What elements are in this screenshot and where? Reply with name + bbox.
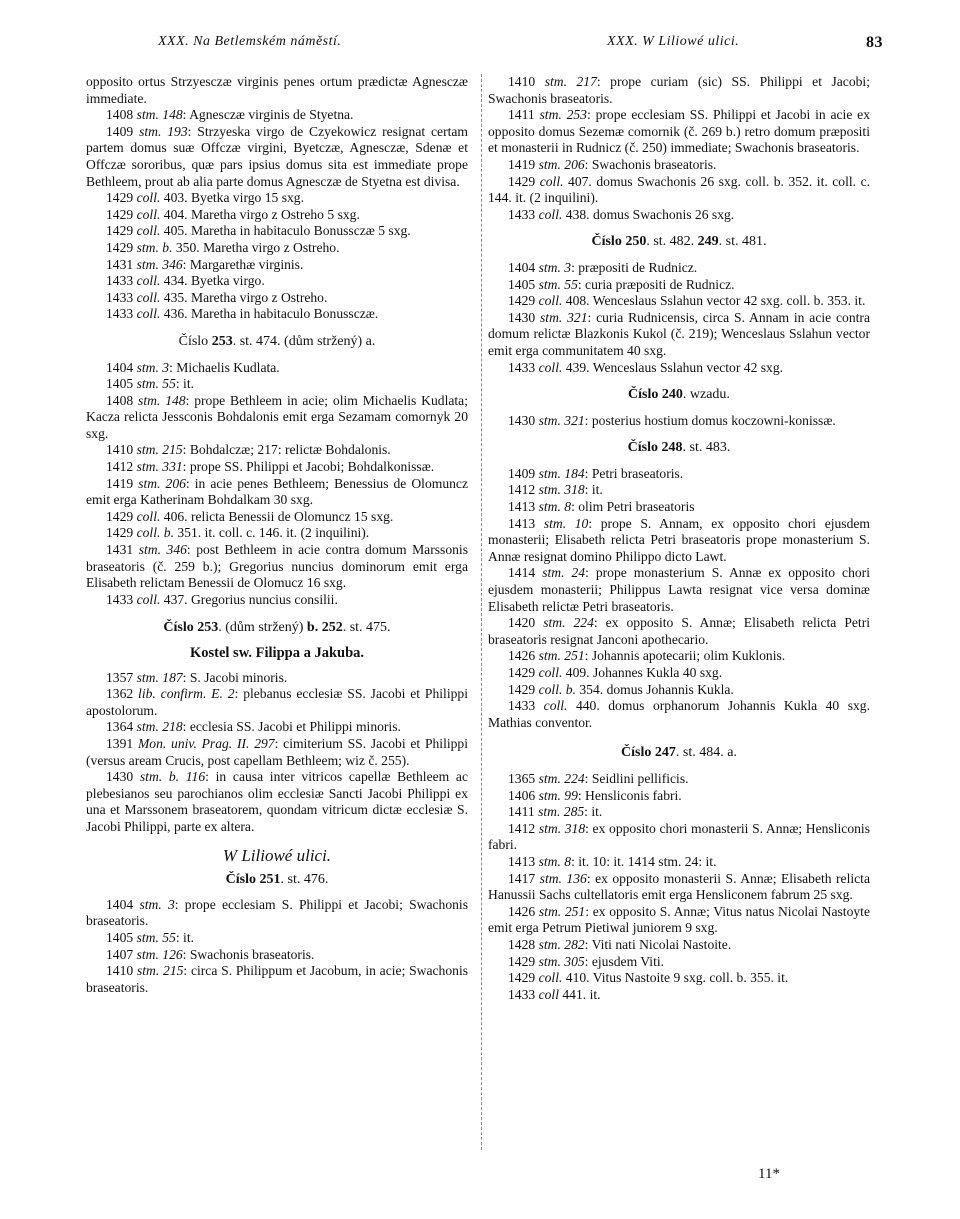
- entry-text: 350. Maretha virgo z Ostreho.: [172, 239, 340, 255]
- entry-source: stm. 321: [540, 309, 588, 325]
- entry-text: : Viti nati Nicolai Nastoite.: [584, 936, 732, 952]
- entry-text: 437. Gregorius nuncius consilii.: [160, 591, 338, 607]
- entry-year: 1429: [508, 173, 536, 189]
- entry-source: coll.: [136, 273, 161, 289]
- entry-source: stm. 126: [136, 946, 183, 962]
- entry-source: stm. 3: [139, 896, 175, 912]
- entry-text: : ex opposito chori monasterii S. Annæ; Hensliconis fabri.: [488, 820, 870, 853]
- entry-year: 1430: [508, 309, 536, 325]
- register-entry: [488, 821, 870, 854]
- entry-text: : plebanus ecclesiæ SS. Jacobi et Philippi apostolorum.: [86, 686, 468, 718]
- entry-source: stm. 215: [136, 963, 184, 979]
- heading-number: 247: [654, 745, 676, 761]
- entry-text: : prope ecclesiam S. Philippi et Jacobi; Swachonis braseatoris.: [86, 896, 468, 929]
- entry-source: stm. b.: [136, 239, 173, 255]
- entry-text: : S. Jacobi minoris.: [182, 669, 288, 685]
- entry-text: : it.: [175, 376, 195, 392]
- entry-text: : ex opposito monasterii S. Annæ; Elisabeth relicta Hanussii Sachs cultellatoris emit erga Hensliconem fabrum 25 sxg.: [488, 870, 870, 903]
- heading-cislo-253-b: [86, 620, 468, 637]
- entry-source: stm. 251: [538, 903, 586, 919]
- register-entry: [86, 190, 468, 207]
- entry-source: stm. 253: [539, 107, 587, 123]
- heading-rest: . wzadu.: [682, 387, 730, 403]
- register-entry: [488, 788, 870, 805]
- register-entry: [488, 954, 870, 971]
- running-header: [0, 34, 960, 56]
- entry-source: stm. 318: [538, 820, 586, 836]
- entry-year: 1429: [106, 525, 134, 541]
- register-entry: [488, 74, 870, 107]
- entry-source: stm. 215: [136, 442, 183, 458]
- entry-year: 1413: [508, 499, 536, 515]
- entry-text: : prope S. Annam, ex opposito chori ejusdem monasterii; Elisabeth relicta Petri braseatoris prope monasterium S. Annæ resignat domino Philippo dicto Lawt.: [488, 515, 870, 564]
- heading-mid: . (dům stržený): [218, 620, 307, 636]
- entry-source: Mon. univ. Prag. II. 297: [137, 735, 275, 751]
- heading-kostel: Kostel sw. Filippa a Jakuba.: [189, 645, 365, 661]
- register-entry: [488, 565, 870, 615]
- heading-cislo-253-a: [86, 334, 468, 351]
- heading-rest: . st. 481.: [718, 234, 767, 250]
- entry-source: stm. 55: [538, 276, 578, 292]
- register-entry: [86, 360, 468, 377]
- entry-source: stm. 148: [136, 107, 183, 123]
- entry-year: 1391: [106, 735, 134, 751]
- entry-text: : præpositi de Rudnicz.: [571, 259, 698, 275]
- register-entry: [488, 174, 870, 207]
- entry-year: 1430: [106, 769, 134, 785]
- right-entries-b: [488, 260, 870, 376]
- heading-label: Číslo: [628, 387, 659, 403]
- entry-text: : ejusdem Viti.: [584, 953, 665, 969]
- register-entry: [86, 947, 468, 964]
- entry-text: : it.: [584, 482, 603, 498]
- heading-cislo-247: [488, 745, 870, 762]
- entry-year: 1431: [106, 256, 134, 272]
- heading-liliowe: W Liliowé ulici.: [222, 845, 332, 865]
- entry-text: 407. domus Swachonis 26 sxg. coll. b. 352. it. coll. c. 144. it. (2 inquilini).: [488, 173, 870, 206]
- entry-source: stm. 193: [139, 123, 188, 139]
- entry-source: stm. 3: [136, 359, 170, 375]
- entry-year: 1433: [106, 289, 134, 305]
- entry-source: stm. 184: [538, 465, 585, 481]
- entry-source: coll.: [538, 665, 563, 680]
- entry-source: stm. 218: [136, 719, 183, 735]
- entry-text: 404. Maretha virgo z Ostreho 5 sxg.: [160, 206, 360, 222]
- entry-source: lib. confirm. E. 2: [138, 686, 235, 702]
- entry-text: : Strzyeska virgo de Czyekowicz resignat certam partem domus suæ Offczæ virgini, Byetczæ, Agnesczæ, Sdenæ et Offczæ sororibus, quæ pars ipsius domus sita est immediate prope Bethleem, prout ab alia parte domus Agnesczæ de Styetna est divisa.: [86, 123, 469, 189]
- entry-text: : in acie penes Bethleem; Benessius de Olomuncz emit erga Katherinam Bohdalkam 30 sxg.: [86, 475, 468, 508]
- entry-source: coll.: [136, 190, 161, 206]
- right-entries-a: [488, 74, 870, 223]
- entry-year: 1433: [508, 359, 536, 375]
- register-entry: [86, 509, 468, 526]
- register-entry: [86, 525, 468, 542]
- entry-source: stm. 318: [538, 482, 585, 498]
- entry-text: 408. Wenceslaus Sslahun vector 42 sxg. coll. b. 353. it.: [562, 293, 866, 309]
- entry-year: 1433: [508, 206, 536, 222]
- register-entry: [488, 260, 870, 277]
- heading-label: Číslo: [627, 440, 658, 456]
- entry-year: 1404: [508, 259, 536, 275]
- register-entry: [488, 698, 870, 731]
- register-entry: [488, 107, 870, 157]
- header-right-title: XXX. W Liliowé ulici.: [607, 34, 740, 49]
- register-entry: [488, 516, 870, 566]
- entry-year: 1417: [508, 870, 536, 886]
- entry-year: 1409: [106, 123, 134, 139]
- heading-cislo-251: [86, 872, 468, 889]
- entry-text: : post Bethleem in acie contra domum Marssonis braseatoris (č. 259 b.); Gregorius nuncius dominorum emit erga Elisabeth relictam Benessii de Olomucz 16 sxg.: [86, 542, 468, 591]
- entry-year: 1364: [106, 719, 134, 735]
- entry-text: : it. 10: it. 1414 stm. 24: it.: [571, 853, 717, 869]
- entry-source: coll.: [136, 306, 161, 322]
- heading-label: Číslo: [178, 333, 209, 349]
- entry-year: 1410: [106, 963, 134, 979]
- register-entry: [86, 670, 468, 687]
- entry-text: : curia præpositi de Rudnicz.: [577, 276, 735, 292]
- register-entry: [488, 466, 870, 483]
- entry-text: 409. Johannes Kukla 40 sxg.: [562, 665, 723, 680]
- entry-text: : circa S. Philippum et Jacobum, in acie; Swachonis braseatoris.: [86, 963, 469, 995]
- entry-text: : ex opposito S. Annæ; Elisabeth relicta Petri braseatoris resignat Janconi apothecario.: [488, 615, 871, 647]
- register-entry: [86, 769, 468, 835]
- entry-text: 403. Byetka virgo 15 sxg.: [160, 190, 305, 206]
- page-number: 83: [866, 34, 883, 51]
- entry-source: stm. 346: [136, 256, 183, 272]
- entry-source: coll.: [136, 206, 161, 222]
- heading-number: 250: [625, 234, 647, 250]
- entry-source: stm. 331: [136, 459, 183, 475]
- entry-year: 1429: [106, 508, 134, 524]
- heading-number: 248: [661, 440, 683, 456]
- entry-year: 1429: [106, 190, 134, 206]
- heading-rest: . st. 474. (dům stržený) a.: [232, 333, 376, 349]
- register-entry: [488, 970, 870, 987]
- entry-year: 1429: [106, 239, 134, 255]
- heading-number: 240: [661, 387, 683, 403]
- text-line: opposito ortus Strzyesczæ virginis penes ortum prædictæ Agnesczæ immediate.: [86, 74, 468, 106]
- register-entry: [86, 719, 468, 736]
- entry-source: stm. 3: [538, 259, 572, 275]
- entry-text: : Agnesczæ virginis de Styetna.: [182, 107, 354, 123]
- register-entry: [86, 124, 468, 190]
- entry-text: 438. domus Swachonis 26 sxg.: [562, 206, 735, 222]
- entry-year: 1406: [508, 787, 536, 803]
- left-intro: [86, 74, 468, 107]
- entry-text: : ecclesia SS. Jacobi et Philippi minoris.: [182, 719, 401, 735]
- entry-year: 1429: [508, 953, 536, 969]
- entry-source: stm. 148: [138, 392, 186, 408]
- register-entry: [86, 963, 468, 996]
- entry-text: : Petri braseatoris.: [584, 465, 684, 481]
- register-entry: [488, 277, 870, 294]
- entry-text: : Seidlini pellificis.: [584, 770, 689, 786]
- register-entry: [488, 310, 870, 360]
- entry-source: stm. 224: [538, 770, 585, 786]
- right-column: [488, 74, 870, 1003]
- signature-mark: 11*: [758, 1166, 780, 1182]
- entry-year: 1411: [508, 804, 535, 820]
- heading-label: Číslo: [225, 872, 256, 888]
- entry-source: coll.: [538, 359, 563, 375]
- entry-text: : Swachonis braseatoris.: [182, 946, 315, 962]
- register-entry: [86, 257, 468, 274]
- heading-number: 253: [197, 620, 219, 636]
- entry-source: stm. 251: [538, 648, 585, 664]
- heading-b-number: 249: [697, 234, 719, 250]
- register-entry: [488, 360, 870, 377]
- entry-source: stm. 136: [539, 870, 587, 886]
- heading-rest: . st. 484. a.: [675, 745, 737, 761]
- register-entry: [86, 306, 468, 323]
- header-left-title: XXX. Na Betlemském náměstí.: [158, 34, 342, 49]
- entry-year: 1429: [508, 681, 536, 697]
- heading-rest: . st. 483.: [682, 440, 731, 456]
- entry-year: 1420: [508, 615, 536, 631]
- heading-rest: . st. 476.: [280, 872, 329, 888]
- entry-year: 1410: [508, 74, 536, 89]
- entry-source: stm. 99: [538, 787, 578, 803]
- register-entry: [488, 413, 870, 430]
- register-entry: [86, 376, 468, 393]
- left-entries-c: [86, 670, 468, 836]
- entry-year: 1426: [508, 648, 536, 664]
- heading-cislo-250: [488, 234, 870, 251]
- entry-source: coll.: [136, 223, 161, 239]
- entry-text: : Hensliconis fabri.: [577, 787, 682, 803]
- entry-year: 1429: [508, 293, 536, 309]
- entry-text: : it.: [584, 804, 603, 820]
- entry-year: 1404: [106, 896, 134, 912]
- entry-text: : prope Bethleem in acie; olim Michaelis Kudlata; Kacza relicta Jessconis Bohdalonis emit erga Sezamam comornyk 20 sxg.: [86, 392, 468, 441]
- entry-year: 1433: [106, 273, 134, 289]
- entry-year: 1412: [508, 820, 536, 836]
- register-entry: [86, 592, 468, 609]
- entry-text: 441. it.: [558, 986, 601, 1002]
- entry-text: : posterius hostium domus koczowni-konissæ.: [584, 412, 836, 428]
- entry-year: 1412: [106, 459, 134, 475]
- entry-year: 1405: [106, 376, 134, 392]
- entry-year: 1413: [508, 515, 536, 531]
- entry-text: 440. domus orphanorum Johannis Kukla 40 sxg. Mathias conventor.: [488, 698, 870, 730]
- left-column: [86, 74, 468, 996]
- entry-year: 1429: [106, 223, 134, 239]
- register-entry: [488, 207, 870, 224]
- register-entry: [86, 107, 468, 124]
- entry-text: 410. Vitus Nastoite 9 sxg. coll. b. 355. it.: [562, 970, 789, 986]
- register-entry: [488, 615, 870, 648]
- entry-source: stm. 206: [138, 475, 186, 491]
- entry-text: : it.: [175, 929, 195, 945]
- heading-cislo-240: [488, 387, 870, 404]
- entry-source: coll.: [543, 698, 568, 714]
- entry-source: stm. 217: [544, 74, 597, 89]
- entry-source: coll. b.: [538, 681, 576, 697]
- entry-year: 1414: [508, 565, 536, 581]
- entry-year: 1407: [106, 946, 134, 962]
- entry-text: : prope monasterium S. Annæ ex opposito chori ejusdem monasterii; Philippus Lawta resignat vice versa dominæ Elisabeth relictæ Petri braseatoris.: [488, 565, 870, 614]
- left-entries-d: [86, 897, 468, 997]
- entry-source: coll.: [136, 591, 161, 607]
- heading-label: Číslo: [621, 745, 652, 761]
- entry-year: 1409: [508, 465, 536, 481]
- column-divider: [481, 74, 482, 1150]
- entry-source: stm. 10: [543, 515, 589, 531]
- entry-year: 1429: [508, 970, 536, 986]
- heading-cislo-248: [488, 440, 870, 457]
- entry-year: 1431: [106, 542, 134, 558]
- entry-text: 439. Wenceslaus Sslahun vector 42 sxg.: [562, 359, 784, 375]
- entry-year: 1426: [508, 903, 536, 919]
- entry-text: : Margarethæ virginis.: [182, 256, 304, 272]
- heading-mid: . st. 482.: [646, 234, 698, 250]
- entry-text: : prope SS. Philippi et Jacobi; Bohdalkonissæ.: [182, 459, 435, 475]
- register-entry: [86, 290, 468, 307]
- register-entry: [86, 393, 468, 443]
- entry-source: coll.: [539, 173, 564, 189]
- entry-source: stm. 206: [538, 156, 585, 172]
- entry-year: 1433: [106, 591, 134, 607]
- register-entry: [488, 293, 870, 310]
- register-entry: [86, 897, 468, 930]
- left-entries-b: [86, 360, 468, 609]
- entry-source: coll: [538, 986, 559, 1002]
- entry-text: 351. it. coll. c. 146. it. (2 inquilini).: [173, 525, 370, 541]
- entry-source: coll.: [136, 508, 161, 524]
- register-entry: [86, 273, 468, 290]
- register-entry: [488, 854, 870, 871]
- heading-b-number: b. 252: [306, 620, 343, 636]
- entry-source: stm. 305: [538, 953, 585, 969]
- entry-year: 1429: [508, 665, 536, 680]
- entry-text: 406. relicta Benessii de Olomuncz 15 sxg.: [160, 508, 394, 524]
- entry-year: 1429: [106, 206, 134, 222]
- entry-text: : cimiterium SS. Jacobi et Philippi (versus aream Crucis, post capellam Bethleem; wiz č. 255).: [86, 735, 469, 768]
- register-entry: [86, 686, 468, 719]
- entry-text: : Michaelis Kudlata.: [169, 359, 280, 375]
- entry-year: 1362: [106, 686, 134, 702]
- register-entry: [86, 240, 468, 257]
- entry-source: stm. b. 116: [139, 769, 206, 785]
- entry-text: : Swachonis braseatoris.: [584, 156, 717, 172]
- entry-text: : in causa inter vitricos capellæ Bethleem ac plebesianos seu parochianos olim ecclesiæ Sancti Jacobi Philippi ex una et Marssonem braseatorem, quondam vitricum dictæ ecclesiæ S. Jacobi Philippi, parte ex altera.: [86, 769, 468, 834]
- register-entry: [488, 499, 870, 516]
- entry-source: coll.: [538, 970, 563, 986]
- right-entries-c: [488, 413, 870, 430]
- entry-year: 1365: [508, 770, 536, 786]
- entry-source: stm. 282: [538, 936, 585, 952]
- entry-year: 1405: [106, 929, 134, 945]
- register-entry: [488, 871, 870, 904]
- heading-number: 253: [211, 333, 233, 349]
- entry-year: 1357: [106, 669, 134, 685]
- register-entry: [86, 442, 468, 459]
- entry-text: 436. Maretha in habitaculo Bonussczæ.: [160, 306, 379, 322]
- entry-text: : Johannis apotecarii; olim Kuklonis.: [584, 648, 786, 664]
- register-entry: [488, 771, 870, 788]
- entry-text: : ex opposito S. Annæ; Vitus natus Nicolai Nastoyte emit erga Petrum Pietiwal juniorem 9 sxg.: [488, 903, 870, 936]
- entry-year: 1419: [508, 156, 536, 172]
- entry-source: stm. 8: [538, 853, 572, 869]
- entry-year: 1408: [106, 392, 134, 408]
- entry-year: 1419: [106, 475, 134, 491]
- heading-rest: . st. 475.: [342, 620, 391, 636]
- register-entry: [488, 987, 870, 1004]
- entry-year: 1408: [106, 107, 134, 123]
- entry-source: stm. 55: [136, 929, 176, 945]
- register-entry: [488, 804, 870, 821]
- register-entry: [86, 207, 468, 224]
- heading-number: 251: [259, 872, 281, 888]
- entry-source: stm. 285: [538, 804, 585, 820]
- heading-label: Číslo: [591, 234, 622, 250]
- entry-source: stm. 224: [543, 615, 594, 631]
- entry-text: : prope curiam (sic) SS. Philippi et Jacobi; Swachonis braseatoris.: [488, 74, 870, 106]
- entry-year: 1412: [508, 482, 536, 498]
- entry-source: coll. b.: [136, 525, 174, 541]
- entry-year: 1428: [508, 936, 536, 952]
- right-entries-e: [488, 771, 870, 1003]
- register-entry: [86, 930, 468, 947]
- right-entries-d: [488, 466, 870, 732]
- entry-year: 1413: [508, 853, 536, 869]
- left-entries-a: [86, 107, 468, 323]
- register-entry: [86, 223, 468, 240]
- entry-text: : prope ecclesiam SS. Philippi et Jacobi in acie ex opposito domus Sezemæ comornik (č. 269 b.) retro domum præpositi et monasterii in Rudnicz (č. 250) immediate; Swachonis braseatoris.: [488, 107, 870, 156]
- entry-text: 405. Maretha in habitaculo Bonussczæ 5 sxg.: [160, 223, 411, 239]
- entry-source: coll.: [136, 289, 161, 305]
- entry-source: coll.: [538, 293, 563, 309]
- entry-source: stm. 187: [136, 669, 183, 685]
- entry-year: 1430: [508, 412, 536, 428]
- entry-year: 1433: [508, 986, 536, 1002]
- entry-year: 1410: [106, 442, 134, 458]
- register-entry: [488, 665, 870, 682]
- entry-text: 354. domus Johannis Kukla.: [575, 681, 734, 697]
- register-entry: [488, 648, 870, 665]
- entry-source: coll.: [538, 206, 563, 222]
- entry-source: stm. 321: [538, 412, 585, 428]
- register-entry: [86, 542, 468, 592]
- entry-year: 1433: [106, 306, 134, 322]
- entry-source: stm. 24: [542, 565, 586, 581]
- entry-text: : curia Rudnicensis, circa S. Annam in acie contra domum relictæ Blazkonis Kukol (č. 219); Wenceslaus Sslahun vector emit erga communitatem 40 sxg.: [488, 309, 870, 358]
- register-entry: [86, 459, 468, 476]
- entry-text: 434. Byetka virgo.: [160, 273, 265, 289]
- register-entry: [488, 682, 870, 699]
- register-entry: [488, 482, 870, 499]
- entry-source: stm. 8: [538, 499, 572, 515]
- register-entry: [488, 157, 870, 174]
- entry-year: 1404: [106, 359, 134, 375]
- heading-label: Číslo: [163, 620, 194, 636]
- entry-source: stm. 55: [136, 376, 176, 392]
- register-entry: [86, 476, 468, 509]
- entry-text: : Bohdalczæ; 217: relictæ Bohdalonis.: [182, 442, 391, 458]
- entry-year: 1433: [508, 698, 536, 714]
- entry-text: 435. Maretha virgo z Ostreho.: [160, 289, 328, 305]
- entry-year: 1405: [508, 276, 536, 292]
- register-entry: [86, 736, 468, 769]
- entry-text: : olim Petri braseatoris: [571, 499, 695, 515]
- register-entry: [488, 904, 870, 937]
- entry-source: stm. 346: [138, 542, 187, 558]
- register-entry: [488, 937, 870, 954]
- entry-year: 1411: [508, 107, 535, 123]
